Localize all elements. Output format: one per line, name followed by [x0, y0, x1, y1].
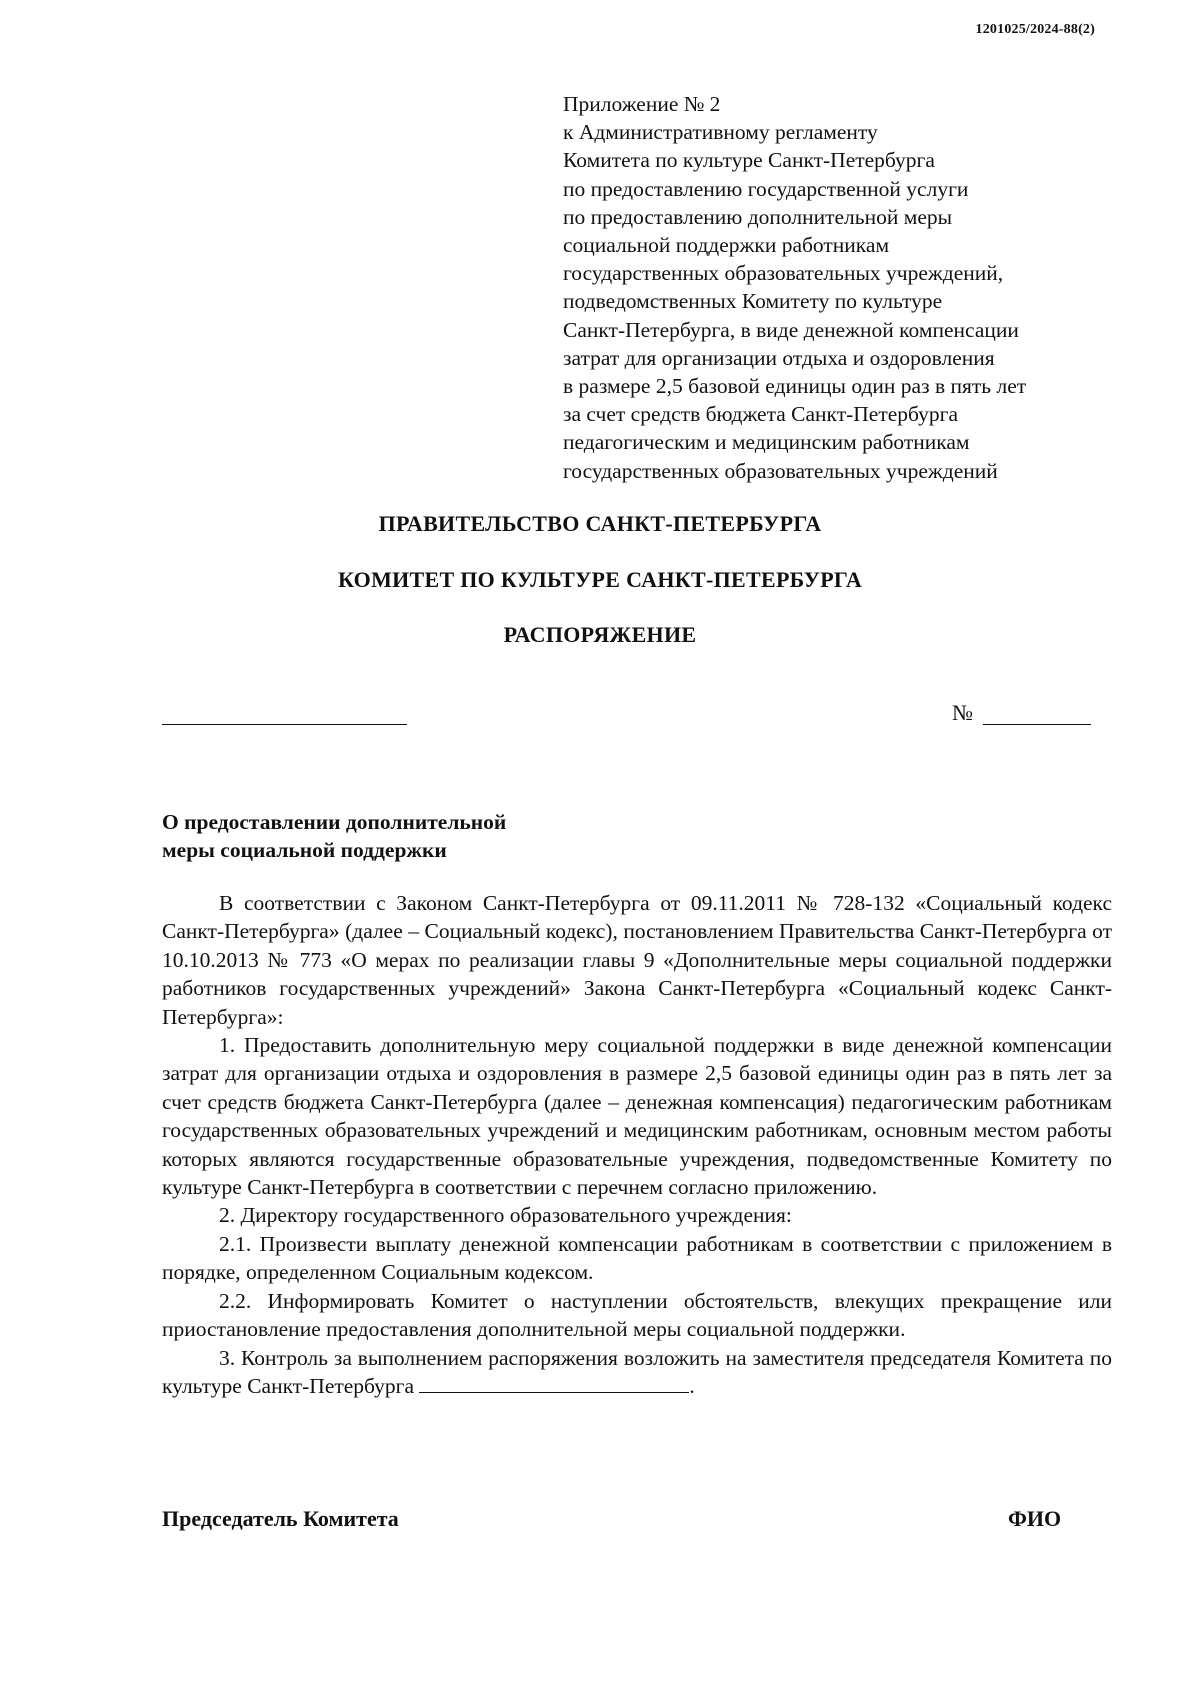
annex-line: подведомственных Комитету по культуре	[563, 289, 943, 314]
annex-line: по предоставлению государственной услуги	[563, 176, 969, 201]
order-heading: РАСПОРЯЖЕНИЕ	[503, 622, 697, 647]
item-1-paragraph: 1. Предоставить дополнительную меру социальной поддержки в виде денежной компенсации затрат для организации отдыха и оздоровления в размере 2,5 базовой единицы один раз в пять лет за счет средств бюджета Санкт-Петербурга (далее – денежная компенсация) педагогическим работникам государственных образовательных учреждений и медицинским работникам, основным местом работы которых являются государственные образовательные учреждения, подведомственные Комитету по культуре Санкт-Петербурга в соответствии с перечнем согласно приложению.	[162, 1033, 1112, 1200]
signatory-name: ФИО	[1008, 1506, 1062, 1531]
date-blank-line	[162, 724, 407, 725]
annex-line: затрат для организации отдыха и оздоровления	[563, 345, 995, 370]
annex-line: педагогическим и медицинским работникам	[563, 430, 970, 455]
item-2-paragraph: 2. Директору государственного образовательного учреждения:	[219, 1203, 792, 1228]
committee-heading: КОМИТЕТ ПО КУЛЬТУРЕ САНКТ-ПЕТЕРБУРГА	[337, 567, 863, 592]
item-3-paragraph	[162, 1344, 1112, 1401]
annex-line: Комитета по культуре Санкт-Петербурга	[563, 148, 935, 173]
annex-reference-block	[563, 90, 1123, 485]
order-body	[162, 889, 1112, 1400]
subject-line: меры социальной поддержки	[162, 838, 447, 862]
annex-line: Приложение № 2	[563, 92, 721, 116]
item-2-1-paragraph: 2.1. Произвести выплату денежной компенсации работникам в соответствии с приложением в порядке, определенном Социальным кодексом.	[162, 1231, 1112, 1285]
document-registration-number: 1201025/2024-88(2)	[975, 22, 1095, 37]
order-subject	[162, 808, 682, 864]
annex-line: социальной поддержки работникам	[563, 233, 890, 258]
order-number-label: №	[952, 700, 973, 725]
annex-line: в размере 2,5 базовой единицы один раз в пять лет	[563, 374, 1027, 399]
annex-line: государственных образовательных учреждений	[563, 458, 998, 483]
annex-line: за счет средств бюджета Санкт-Петербурга	[563, 402, 958, 427]
item-2-2-paragraph: 2.2. Информировать Комитет о наступлении обстоятельств, влекущих прекращение или приостановление предоставления дополнительной меры социальной поддержки.	[162, 1288, 1112, 1342]
government-heading: ПРАВИТЕЛЬСТВО САНКТ-ПЕТЕРБУРГА	[378, 511, 822, 536]
annex-line: Санкт-Петербурга, в виде денежной компенсации	[563, 317, 1019, 342]
preamble-paragraph: В соответствии с Законом Санкт-Петербурга от 09.11.2011 № 728-132 «Социальный кодекс Санкт-Петербурга» (далее – Социальный кодекс), постановлением Правительства Санкт-Петербурга от 10.10.2013 № 773 «О мерах по реализации главы 9 «Дополнительные меры социальной поддержки работников государственных учреждений» Закона Санкт-Петербурга «Социальный кодекс Санкт-Петербурга»:	[162, 891, 1112, 1029]
annex-line: по предоставлению дополнительной меры	[563, 204, 953, 229]
subject-line: О предоставлении дополнительной	[162, 810, 507, 834]
item-3-period: .	[689, 1373, 695, 1398]
item-3-text: 3. Контроль за выполнением распоряжения возложить на заместителя председателя Комитета по культуре Санкт-Петербурга	[162, 1345, 1112, 1398]
signatory-position: Председатель Комитета	[162, 1506, 399, 1531]
annex-line: к Административному регламенту	[563, 120, 878, 145]
order-number-blank-line	[983, 724, 1091, 725]
deputy-name-blank-line	[419, 1374, 689, 1393]
annex-line: государственных образовательных учреждений,	[563, 261, 1004, 286]
